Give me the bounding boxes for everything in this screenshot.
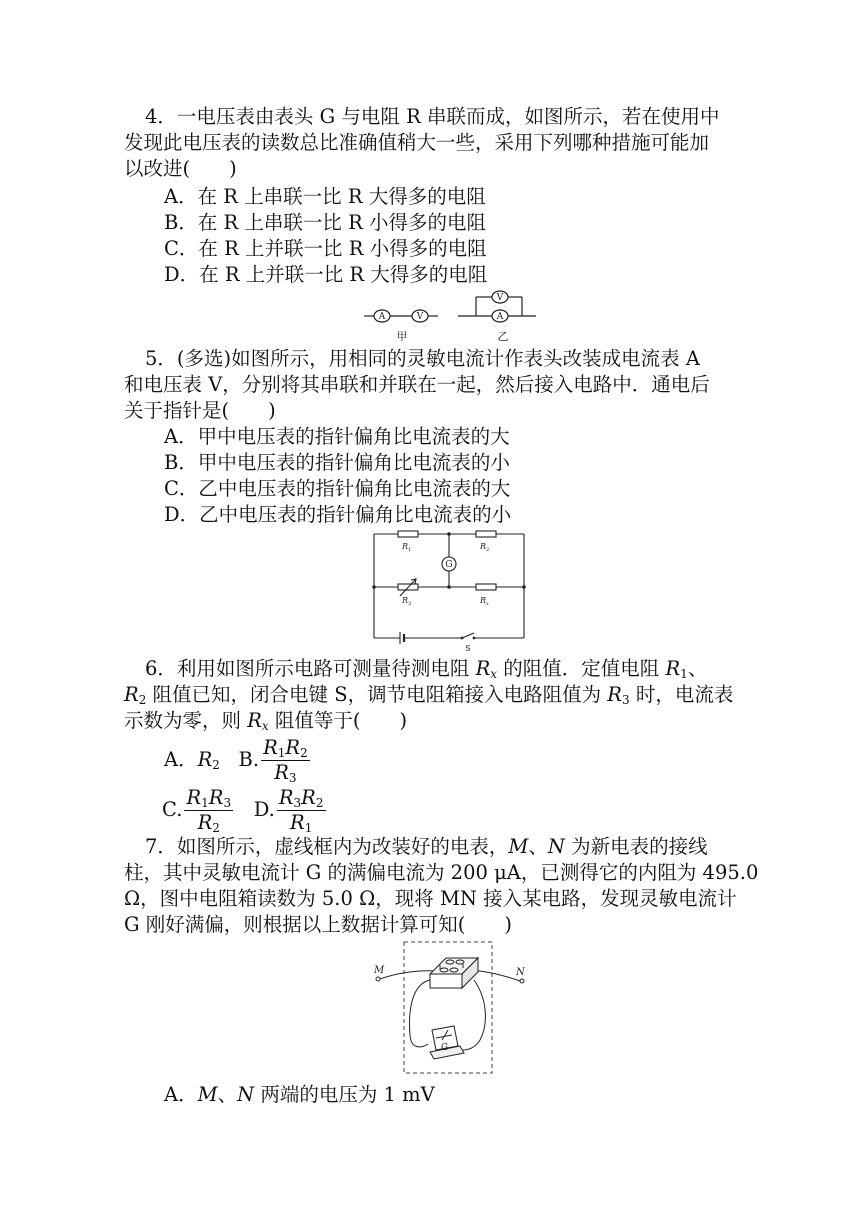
q4-option-c: C．在 R 上并联一比 R 小得多的电阻 xyxy=(164,237,487,260)
figure-meters-series-parallel xyxy=(362,288,538,344)
galvanometer-g-label: G xyxy=(441,1043,449,1053)
q7-option-a: A．M、N 两端的电压为 1 mV xyxy=(164,1083,435,1106)
q4-option-b: B．在 R 上串联一比 R 小得多的电阻 xyxy=(164,211,486,234)
figure-label-yi: 乙 xyxy=(497,330,509,343)
terminal-n-label: N xyxy=(516,967,525,978)
q6-line-1: 6．利用如图所示电路可测量待测电阻 $R_x$ 的阻值．定值电阻 $R_1$、 xyxy=(145,657,708,681)
q5-option-d: D．乙中电压表的指针偏角比电流表的小 xyxy=(164,503,512,526)
svg-text:R2 xyxy=(479,542,489,553)
option-b-fraction: $\frac{R_1R_2}{R_3}$ xyxy=(263,736,308,785)
q5-option-b: B．甲中电压表的指针偏角比电流表的小 xyxy=(164,451,510,474)
label-r1-sub: 1 xyxy=(408,547,412,553)
voltmeter-label-jia: V xyxy=(416,312,424,322)
q5-line-3: 关于指针是( ) xyxy=(124,399,276,422)
q6-line-3: 示数为零，则 $R_x$ 阻值等于( ) xyxy=(124,709,408,733)
label-r2: R xyxy=(480,542,487,551)
svg-text:R3 xyxy=(401,596,411,607)
q4-option-d: D．在 R 上并联一比 R 大得多的电阻 xyxy=(164,263,488,286)
q4-line-2: 发现此电压表的读数总比准确值稍大一些，采用下列哪种措施可能加 xyxy=(124,131,710,154)
label-r3: R xyxy=(402,596,409,605)
q6-line-2: $R_2$ 阻值已知，闭合电键 S，调节电阻箱接入电路阻值为 $R_3$ 时，电流表 xyxy=(124,683,734,707)
ammeter-label-yi: A xyxy=(496,312,504,322)
q6-options-ab: A．$R_2$ B. $\frac{R_1R_2}{R_3}$ xyxy=(164,736,308,785)
q7-line-3: Ω，图中电阻箱读数为 5.0 Ω，现将 MN 接入某电路，发现灵敏电流计 xyxy=(124,887,737,910)
q4-line-1: 4．一电压表由表头 G 与电阻 R 串联而成，如图所示，若在使用中 xyxy=(145,105,720,128)
q7-line-2: 柱，其中灵敏电流计 G 的满偏电流为 200 μA，已测得它的内阻为 495.0 xyxy=(124,861,759,884)
q7-line-4: G 刚好满偏，则根据以上数据计算可知( ) xyxy=(124,913,512,936)
figure-bridge-circuit xyxy=(370,530,528,652)
ammeter-label-jia: A xyxy=(378,312,386,322)
label-rx: R xyxy=(480,596,487,605)
q5-line-1: 5．(多选)如图所示，用相同的灵敏电流计作表头改装成电流表 A xyxy=(145,347,700,370)
galvanometer-label: G xyxy=(445,560,453,570)
q5-option-a: A．甲中电压表的指针偏角比电流表的大 xyxy=(164,425,510,448)
label-r2-sub: 2 xyxy=(486,547,490,553)
label-rx-sub: x xyxy=(486,601,489,607)
q4-line-3: 以改进( ) xyxy=(124,157,237,180)
figure-modified-meter xyxy=(370,940,530,1078)
svg-text:Rx xyxy=(479,596,489,607)
switch-label: S xyxy=(465,644,471,652)
q7-line-1: 7．如图所示，虚线框内为改装好的电表，M、N 为新电表的接线 xyxy=(145,835,708,858)
voltmeter-label-yi: V xyxy=(496,293,504,303)
option-c-fraction: $\frac{R_1R_3}{R_2}$ xyxy=(186,786,232,835)
figure-label-jia: 甲 xyxy=(396,330,408,343)
q6-options-cd: C. $\frac{R_1R_3}{R_2}$ D. $\frac{R_3R_2}{R_1}$ xyxy=(162,786,324,835)
q5-line-2: 和电压表 V，分别将其串联和并联在一起，然后接入电路中．通电后 xyxy=(124,373,710,396)
svg-text:R1 xyxy=(401,542,411,553)
terminal-m-label: M xyxy=(374,965,385,976)
label-r1: R xyxy=(402,542,409,551)
q5-option-c: C．乙中电压表的指针偏角比电流表的大 xyxy=(164,477,511,500)
label-r3-sub: 3 xyxy=(408,601,412,607)
option-d-fraction: $\frac{R_3R_2}{R_1}$ xyxy=(278,786,324,835)
q4-option-a: A．在 R 上串联一比 R 大得多的电阻 xyxy=(164,185,486,208)
